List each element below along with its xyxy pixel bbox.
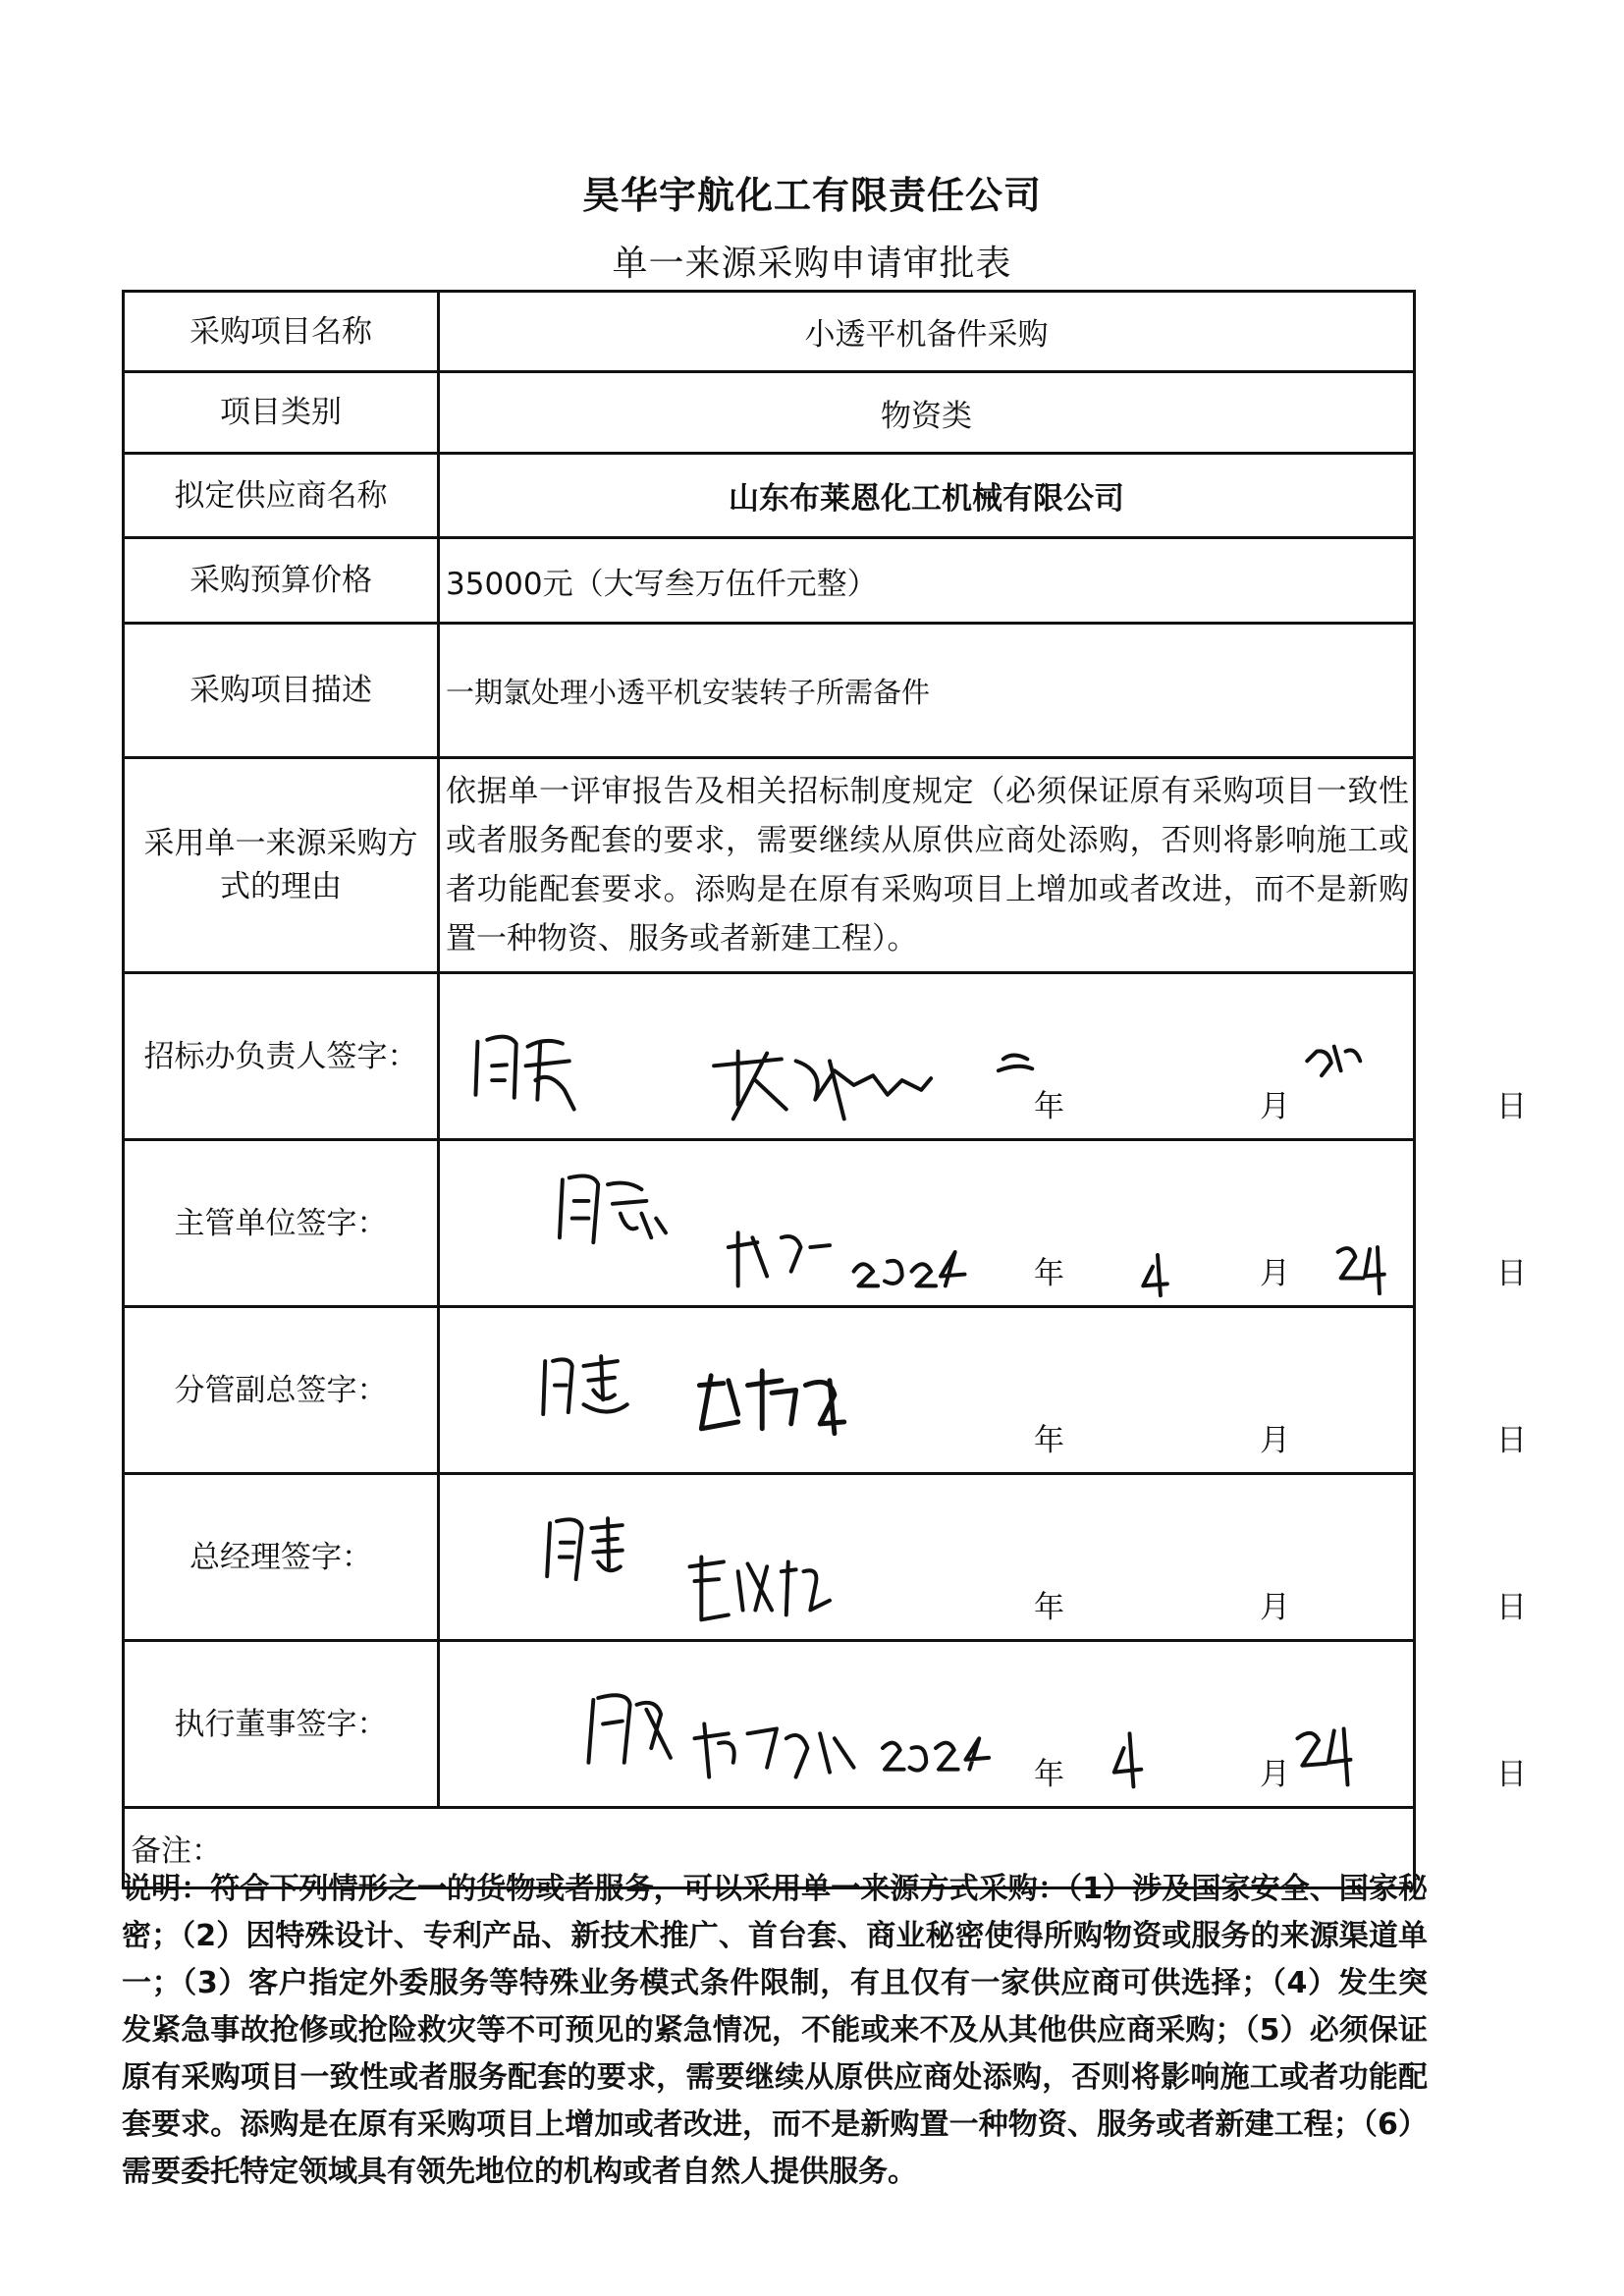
month-unit: 月 (1260, 1089, 1290, 1124)
approval-form-table (122, 290, 1527, 1889)
row-signature-executive-director (124, 1641, 1415, 1808)
label-reason: 采用单一来源采购方式的理由 (124, 758, 439, 973)
date-row-executive-director (440, 1749, 1527, 1792)
month-unit: 月 (1260, 1590, 1290, 1625)
label-signature-vice-president: 分管副总签字： (124, 1307, 439, 1474)
company-title: 昊华宇航化工有限责任公司 (581, 174, 1042, 217)
month-unit: 月 (1260, 1256, 1290, 1291)
value-supplier: 山东布莱恩化工机械有限公司 (439, 454, 1415, 538)
day-unit: 日 (1496, 1423, 1527, 1458)
row-signature-vice-president (124, 1307, 1415, 1474)
value-reason: 依据单一评审报告及相关招标制度规定（必须保证原有采购项目一致性或者服务配套的要求，需要继续从原供应商处添购，否则将影响施工或者功能配套要求。添购是在原有采购项目上增加或者改进，而不是新购置一种物资、服务或者新建工程）。 (439, 758, 1415, 973)
remark-label: 备注： (124, 1808, 1415, 1888)
row-description (124, 624, 1415, 758)
row-budget (124, 538, 1415, 624)
row-reason (124, 758, 1415, 973)
sig-cell-vice-president (439, 1307, 1527, 1474)
label-signature-executive-director: 执行董事签字： (124, 1641, 439, 1808)
year-unit: 年 (1034, 1089, 1064, 1124)
label-description: 采购项目描述 (124, 624, 439, 758)
row-signature-bidding-office (124, 973, 1415, 1140)
year-unit: 年 (1034, 1590, 1064, 1625)
sig-cell-executive-director (439, 1641, 1527, 1808)
sig-cell-bidding-office (439, 973, 1527, 1140)
sig-cell-supervising-unit (439, 1140, 1527, 1307)
day-unit: 日 (1496, 1089, 1527, 1124)
year-unit: 年 (1034, 1256, 1064, 1291)
year-unit: 年 (1034, 1757, 1064, 1792)
date-row-bidding-office (440, 1081, 1527, 1124)
row-signature-general-manager (124, 1474, 1415, 1641)
label-signature-bidding-office: 招标办负责人签字： (124, 973, 439, 1140)
value-description: 一期氯处理小透平机安装转子所需备件 (439, 624, 1415, 758)
date-row-vice-president (440, 1415, 1527, 1458)
value-project-name: 小透平机备件采购 (439, 292, 1415, 372)
label-project-name: 采购项目名称 (124, 292, 439, 372)
day-unit: 日 (1496, 1590, 1527, 1625)
day-unit: 日 (1496, 1757, 1527, 1792)
label-signature-general-manager: 总经理签字： (124, 1474, 439, 1641)
date-row-general-manager (440, 1582, 1527, 1625)
month-unit: 月 (1260, 1757, 1290, 1792)
day-unit: 日 (1496, 1256, 1527, 1291)
sig-cell-general-manager (439, 1474, 1527, 1641)
row-signature-supervising-unit (124, 1140, 1415, 1307)
value-category: 物资类 (439, 372, 1415, 454)
date-row-supervising-unit (440, 1248, 1527, 1291)
value-budget: 35000元（大写叁万伍仟元整） (439, 538, 1415, 624)
label-budget: 采购预算价格 (124, 538, 439, 624)
label-signature-supervising-unit: 主管单位签字： (124, 1140, 439, 1307)
row-category (124, 372, 1415, 454)
label-supplier: 拟定供应商名称 (124, 454, 439, 538)
instructions-notes: 说明：符合下列情形之一的货物或者服务，可以采用单一来源方式采购：（1）涉及国家安全、国家秘密；（2）因特殊设计、专利产品、新技术推广、首台套、商业秘密使得所购物资或服务的来源渠道单一；（3）客户指定外委服务等特殊业务模式条件限制，有且仅有一家供应商可供选择；（4）发生突发紧急事故抢修或抢险救灾等不可预见的紧急情况，不能或来不及从其他供应商采购；（5）必须保证原有采购项目一致性或者服务配套的要求，需要继续从原供应商处添购，否则将影响施工或者功能配套要求。添购是在原有采购项目上增加或者改进，而不是新购置一种物资、服务或者新建工程；（6）需要委托特定领域具有领先地位的机构或者自然人提供服务。 (122, 1872, 1428, 2189)
year-unit: 年 (1034, 1423, 1064, 1458)
month-unit: 月 (1260, 1423, 1290, 1458)
form-title: 单一来源采购申请审批表 (612, 244, 1012, 284)
row-supplier (124, 454, 1415, 538)
row-project-name (124, 292, 1415, 372)
label-category: 项目类别 (124, 372, 439, 454)
